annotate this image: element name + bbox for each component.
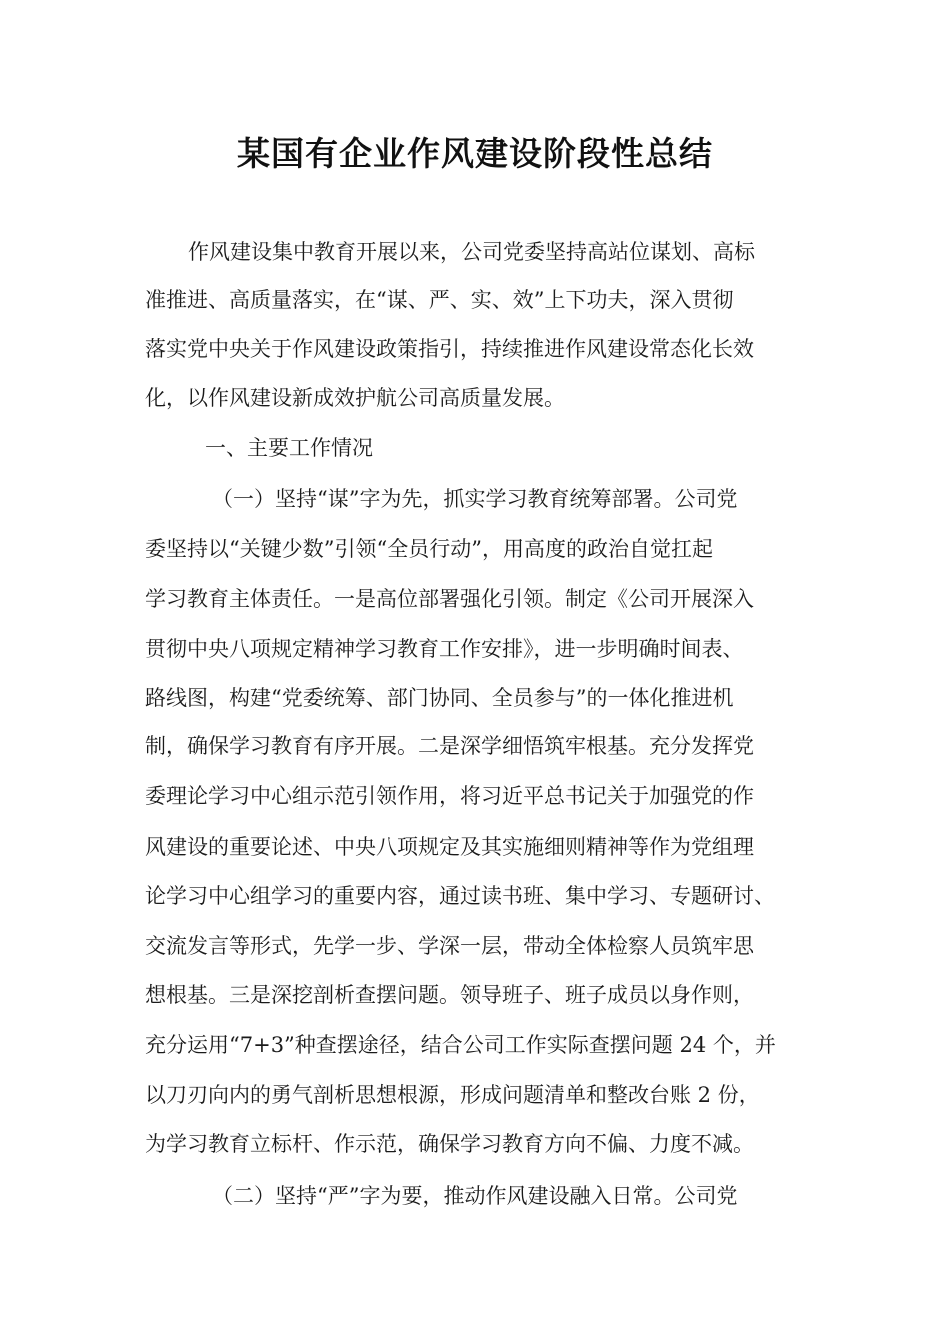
line-text: 学习教育主体责任。一是高位部署强化引领。制定《公司开展深入 bbox=[145, 587, 754, 611]
line-text: 委理论学习中心组示范引领作用，将习近平总书记关于加强党的作 bbox=[145, 784, 754, 808]
line-text: 贯彻中央八项规定精神学习教育工作安排》，进一步明确时间表、 bbox=[145, 637, 744, 661]
paragraph-line bbox=[145, 625, 820, 673]
paragraph-line bbox=[145, 772, 820, 820]
line-text: 化，以作风建设新成效护航公司高质量发展。 bbox=[145, 386, 565, 410]
paragraph-line bbox=[188, 228, 820, 276]
paragraph-line bbox=[145, 722, 820, 770]
paragraph-line bbox=[145, 922, 820, 970]
paragraph-line bbox=[145, 823, 820, 871]
paragraph-line bbox=[212, 1172, 808, 1220]
paragraph-line bbox=[212, 475, 808, 523]
line-text: 风建设的重要论述、中央八项规定及其实施细则精神等作为党组理 bbox=[145, 835, 754, 859]
paragraph-line bbox=[145, 374, 820, 422]
paragraph-line bbox=[145, 1021, 820, 1069]
paragraph-line bbox=[145, 525, 820, 573]
line-text: 一、主要工作情况 bbox=[205, 436, 373, 460]
paragraph-line bbox=[145, 1120, 820, 1168]
paragraph-line bbox=[145, 575, 820, 623]
line-text: 充分运用“7+3”种查摆途径，结合公司工作实际查摆问题 24 个，并 bbox=[145, 1033, 776, 1057]
line-text: 想根基。三是深挖剖析查摆问题。领导班子、班子成员以身作则， bbox=[145, 983, 754, 1007]
line-text: 委坚持以“关键少数”引领“全员行动”，用高度的政治自觉扛起 bbox=[145, 537, 713, 561]
line-text: 论学习中心组学习的重要内容，通过读书班、集中学习、专题研讨、 bbox=[145, 884, 775, 908]
line-text: 以刀刃向内的勇气剖析思想根源，形成问题清单和整改台账 2 份， bbox=[145, 1083, 760, 1107]
line-text: （二）坚持“严”字为要，推动作风建设融入日常。公司党 bbox=[212, 1184, 738, 1208]
line-text: 作风建设集中教育开展以来，公司党委坚持高站位谋划、高标 bbox=[188, 240, 755, 264]
line-text: （一）坚持“谋”字为先，抓实学习教育统筹部署。公司党 bbox=[212, 487, 738, 511]
paragraph-line bbox=[145, 1071, 820, 1119]
paragraph-line bbox=[145, 872, 820, 920]
section-heading bbox=[205, 424, 505, 472]
line-text: 路线图，构建“党委统筹、部门协同、全员参与”的一体化推进机 bbox=[145, 686, 734, 710]
paragraph-line bbox=[145, 674, 820, 722]
paragraph-line bbox=[145, 325, 820, 373]
line-text: 制，确保学习教育有序开展。二是深学细悟筑牢根基。充分发挥党 bbox=[145, 734, 754, 758]
line-text: 落实党中央关于作风建设政策指引，持续推进作风建设常态化长效 bbox=[145, 337, 754, 361]
line-text: 为学习教育立标杆、作示范，确保学习教育方向不偏、力度不减。 bbox=[145, 1132, 754, 1156]
line-text: 交流发言等形式，先学一步、学深一层，带动全体检察人员筑牢思 bbox=[145, 934, 754, 958]
line-text: 准推进、高质量落实，在“谋、严、实、效”上下功夫，深入贯彻 bbox=[145, 288, 734, 312]
document-title: 某国有企业作风建设阶段性总结 bbox=[237, 134, 713, 173]
paragraph-line bbox=[145, 276, 820, 324]
paragraph-line bbox=[145, 971, 820, 1019]
